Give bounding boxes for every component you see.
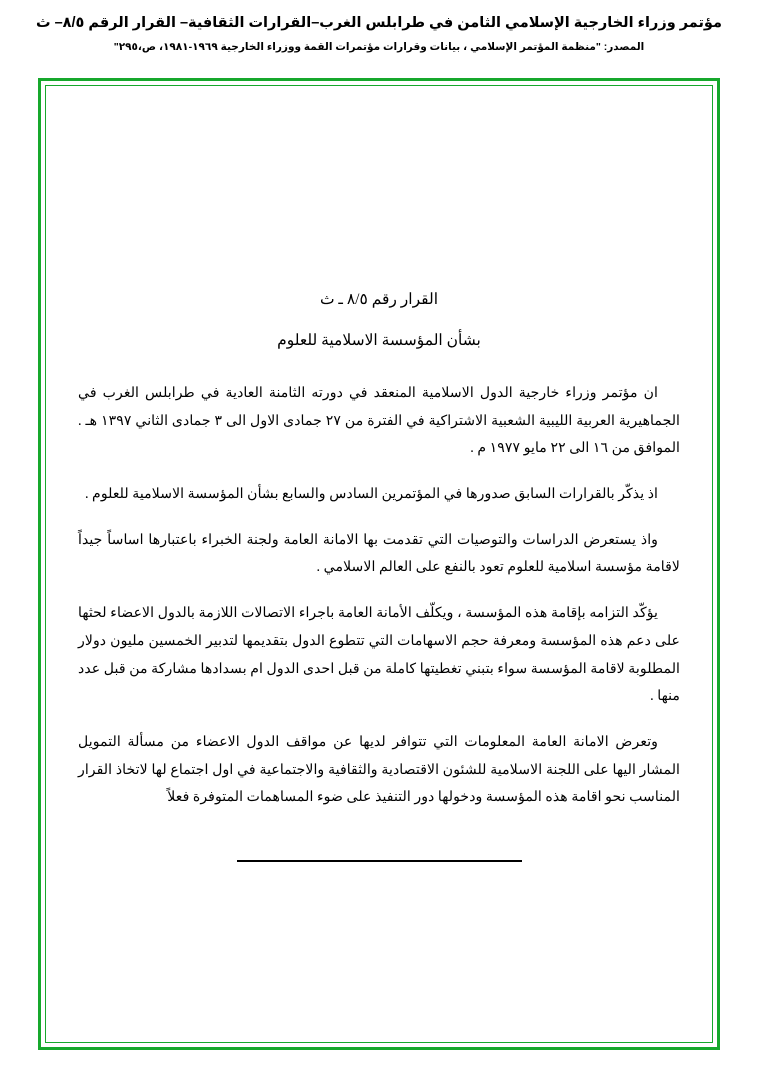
paragraph-recalling: اذ يذكّر بالقرارات السابق صدورها في المؤتمرين السادس والسابع بشأن المؤسسة الاسلامية للعلوم . (84, 486, 658, 503)
paragraph-reviewing: واذ يستعرض الدراسات والتوصيات التي تقدمت بها الامانة العامة ولجنة الخبراء باعتبارها اساساً جيداً لاقامة مؤسسة اسلامية للعلوم تعود بالنفع على العالم الاسلامي . (78, 531, 680, 576)
page-header (0, 0, 758, 53)
closing-divider (237, 860, 522, 862)
header-title: مؤتمر وزراء الخارجية الإسلامي الثامن في طرابلس الغرب–القرارات الثقافية– القرار الرقم ٨/٥– ث (35, 15, 722, 31)
paragraph-preamble: ان مؤتمر وزراء خارجية الدول الاسلامية المنعقد في دورته الثامنة العادية في طرابلس الغرب في الجماهيرية العربية الليبية الشعبية الاشتراكية في الفترة من ٢٧ جمادى الاول الى ٣ جمادى الثاني ١٣٩٧ هـ . الموافق من ١٦ الى ٢٢ مايو ١٩٧٧ م . (78, 385, 680, 457)
header-source: المصدر: "منظمة المؤتمر الإسلامي ، بيانات وقرارات مؤتمرات القمة ووزراء الخارجية ١٩٦٩-١٩٨١، ص،٢٩٥" (113, 40, 645, 53)
resolution-number: القرار رقم ٨/٥ ـ ث (319, 291, 439, 308)
paragraph-affirming: يؤكّد التزامه بإقامة هذه المؤسسة ، ويكلّف الأمانة العامة باجراء الاتصالات اللازمة بالدول الاعضاء لحثها على دعم هذه المؤسسة ومعرفة حجم الاسهامات التي تتطوع الدول بتقديمها لتدبير الخمسين مليون دولار المطلوبة لاقامة المؤسسة سواء بتبني تغطيتها كاملة من قبل احدى الدول ام بسدادها مشاركة من قبل عدد منها . (78, 605, 680, 705)
paragraph-requesting: وتعرض الامانة العامة المعلومات التي تتوافر لديها عن مواقف الدول الاعضاء من مسألة التمويل المشار اليها على اللجنة الاسلامية للشئون الاقتصادية والثقافية والاجتماعية في اول اجتماع لها لاتخاذ القرار المناسب نحو اقامة هذه المؤسسة ودخولها دور التنفيذ على ضوء المساهمات المتوفرة فعلاً (78, 733, 680, 806)
resolution-subject: بشأن المؤسسة الاسلامية للعلوم (277, 332, 481, 349)
document-body (78, 290, 680, 862)
